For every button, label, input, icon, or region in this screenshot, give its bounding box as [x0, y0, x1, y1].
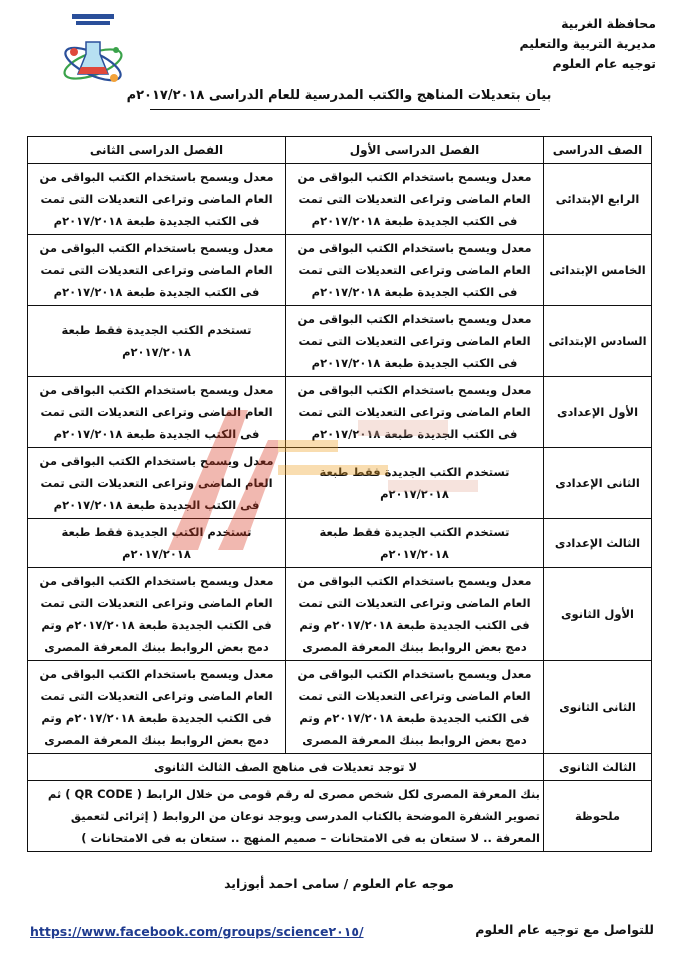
table-row [28, 448, 652, 519]
term1-cell: معدل ويسمح باستخدام الكتب البواقى من العام الماضى وتراعى التعديلات التى تمت فى الكتب الجديدة طبعة ٢٠١٧/٢٠١٨م وتم دمج بعض الروابط ببنك المعرفة المصرى [286, 568, 544, 661]
document-title: بيان بتعديلات المناهج والكتب المدرسية للعام الدراسى ٢٠١٧/٢٠١٨م [126, 88, 552, 103]
header-term1: الفصل الدراسى الأول [286, 137, 544, 164]
grade-cell: الرابع الإبتدائى [544, 164, 652, 235]
table-row [28, 519, 652, 568]
header-term2: الفصل الدراسى الثانى [28, 137, 286, 164]
facebook-group-link[interactable]: https://www.facebook.com/groups/science٢٠١٥/ [30, 924, 364, 939]
grade-cell: الخامس الإبتدائى [544, 235, 652, 306]
header-block [476, 14, 656, 74]
term2-cell: معدل ويسمح باستخدام الكتب البواقى من العام الماضى وتراعى التعديلات التى تمت فى الكتب الجديدة طبعة ٢٠١٧/٢٠١٨م [28, 164, 286, 235]
note-label: ملحوظة [544, 781, 652, 852]
term1-cell: معدل ويسمح باستخدام الكتب البواقى من العام الماضى وتراعى التعديلات التى تمت فى الكتب الجديدة طبعة ٢٠١٧/٢٠١٨م [286, 235, 544, 306]
term1-cell: تستخدم الكتب الجديدة فقط طبعة ٢٠١٧/٢٠١٨م [286, 519, 544, 568]
grade-cell: الثانى الثانوى [544, 661, 652, 754]
title-underline [150, 109, 540, 110]
supervision-label: توجيه عام العلوم [552, 56, 656, 71]
term1-cell: معدل ويسمح باستخدام الكتب البواقى من العام الماضى وتراعى التعديلات التى تمت فى الكتب الجديدة طبعة ٢٠١٧/٢٠١٨م [286, 377, 544, 448]
table-row [28, 568, 652, 661]
term2-cell: تستخدم الكتب الجديدة فقط طبعة ٢٠١٧/٢٠١٨م [28, 306, 286, 377]
term2-cell: معدل ويسمح باستخدام الكتب البواقى من العام الماضى وتراعى التعديلات التى تمت فى الكتب الجديدة طبعة ٢٠١٧/٢٠١٨م [28, 235, 286, 306]
signature: موجه عام العلوم / سامى احمد أبوزايد [224, 876, 454, 891]
table-row [28, 377, 652, 448]
table-row [28, 306, 652, 377]
table-row [28, 164, 652, 235]
grade-cell: الثالث الثانوى [544, 754, 652, 781]
footer-contact: للتواصل مع توجيه عام العلوم [475, 922, 654, 937]
term1-cell: معدل ويسمح باستخدام الكتب البواقى من العام الماضى وتراعى التعديلات التى تمت فى الكتب الجديدة طبعة ٢٠١٧/٢٠١٨م [286, 306, 544, 377]
grade-cell: السادس الإبتدائى [544, 306, 652, 377]
grade-cell: الثانى الإعدادى [544, 448, 652, 519]
term2-cell: معدل ويسمح باستخدام الكتب البواقى من العام الماضى وتراعى التعديلات التى تمت فى الكتب الجديدة طبعة ٢٠١٧/٢٠١٨م وتم دمج بعض الروابط ببنك المعرفة المصرى [28, 568, 286, 661]
table-header-row [28, 137, 652, 164]
term1-cell: تستخدم الكتب الجديدة فقط طبعة ٢٠١٧/٢٠١٨م [286, 448, 544, 519]
no-changes-cell: لا توجد تعديلات فى مناهج الصف الثالث الثانوى [28, 754, 544, 781]
table-row [28, 661, 652, 754]
term2-cell: معدل ويسمح باستخدام الكتب البواقى من العام الماضى وتراعى التعديلات التى تمت فى الكتب الجديدة طبعة ٢٠١٧/٢٠١٨م [28, 448, 286, 519]
grade-cell: الأول الإعدادى [544, 377, 652, 448]
term1-cell: معدل ويسمح باستخدام الكتب البواقى من العام الماضى وتراعى التعديلات التى تمت فى الكتب الجديدة طبعة ٢٠١٧/٢٠١٨م [286, 164, 544, 235]
curriculum-table [27, 136, 652, 852]
directorate-label: مديرية التربية والتعليم [519, 36, 656, 51]
note-row [28, 781, 652, 852]
table-row [28, 235, 652, 306]
science-logo-icon [58, 12, 128, 94]
term1-cell: معدل ويسمح باستخدام الكتب البواقى من العام الماضى وتراعى التعديلات التى تمت فى الكتب الجديدة طبعة ٢٠١٧/٢٠١٨م وتم دمج بعض الروابط ببنك المعرفة المصرى [286, 661, 544, 754]
grade-cell: الثالث الإعدادى [544, 519, 652, 568]
term2-cell: تستخدم الكتب الجديدة فقط طبعة ٢٠١٧/٢٠١٨م [28, 519, 286, 568]
grade-cell: الأول الثانوى [544, 568, 652, 661]
note-text: بنك المعرفة المصرى لكل شخص مصرى له رقم قومى من خلال الرابط ( QR CODE ) ثم تصوير الشفرة الموضحة بالكتاب المدرسى ويوجد نوعان من الروابط ( إثرائى لتعميق المعرفة .. لا ستعان به فى الامتحانات – صميم المنهج .. ستعان به فى الامتحانات ) [28, 781, 544, 852]
table-row [28, 754, 652, 781]
governorate-label: محافظة الغربية [561, 16, 656, 31]
term2-cell: معدل ويسمح باستخدام الكتب البواقى من العام الماضى وتراعى التعديلات التى تمت فى الكتب الجديدة طبعة ٢٠١٧/٢٠١٨م [28, 377, 286, 448]
header-grade: الصف الدراسى [544, 137, 652, 164]
term2-cell: معدل ويسمح باستخدام الكتب البواقى من العام الماضى وتراعى التعديلات التى تمت فى الكتب الجديدة طبعة ٢٠١٧/٢٠١٨م وتم دمج بعض الروابط ببنك المعرفة المصرى [28, 661, 286, 754]
